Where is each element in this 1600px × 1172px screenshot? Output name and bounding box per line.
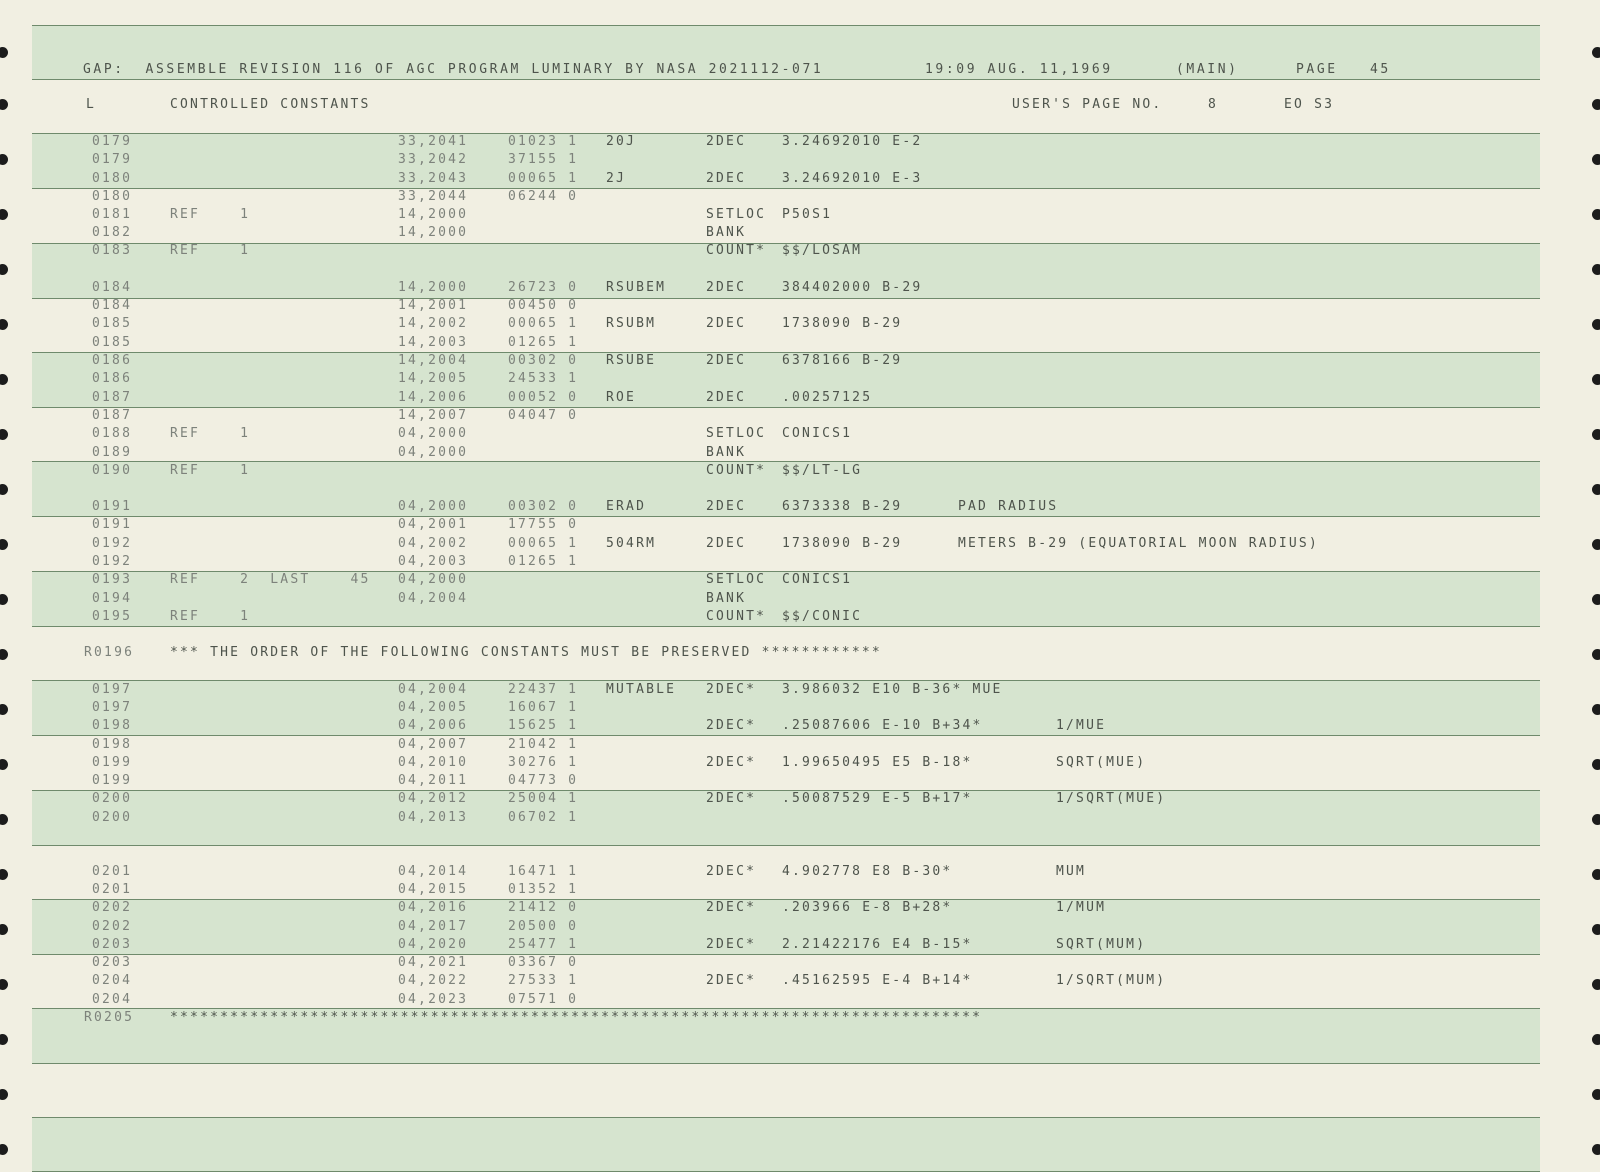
octal-word: 04773 0 <box>508 773 579 788</box>
line-number: 0185 <box>92 335 133 350</box>
line-number: 0195 <box>92 609 133 624</box>
octal-word: 00302 0 <box>508 353 579 368</box>
address: 04,2012 <box>398 791 469 806</box>
ref-marker: REF 1 <box>170 207 251 222</box>
line-number: 0187 <box>92 408 133 423</box>
users-page-number: 8 <box>1208 97 1219 112</box>
line-number: 0197 <box>92 682 133 697</box>
operand: 384402000 B-29 <box>782 280 923 295</box>
line-number: 0189 <box>92 445 133 460</box>
feed-hole-left <box>0 594 8 605</box>
symbol-label: ERAD <box>606 499 647 514</box>
octal-word: 16471 1 <box>508 864 579 879</box>
header-title: GAP: ASSEMBLE REVISION 116 OF AGC PROGRAM LUMINARY BY NASA 2021112-071 <box>83 62 824 77</box>
address: 04,2020 <box>398 937 469 952</box>
opcode: SETLOC <box>706 572 767 587</box>
feed-hole-right <box>1592 429 1600 440</box>
feed-hole-left <box>0 1089 8 1100</box>
operand: .45162595 E-4 B+14* <box>782 973 973 988</box>
line-number: 0184 <box>92 280 133 295</box>
octal-word: 20500 0 <box>508 919 579 934</box>
opcode: 2DEC* <box>706 682 757 697</box>
address: 14,2000 <box>398 225 469 240</box>
feed-hole-left <box>0 539 8 550</box>
line-number: 0180 <box>92 171 133 186</box>
line-number: 0180 <box>92 189 133 204</box>
green-bar-band <box>32 1117 1540 1172</box>
feed-hole-right <box>1592 924 1600 935</box>
opcode: 2DEC* <box>706 718 757 733</box>
symbol-label: RSUBE <box>606 353 657 368</box>
line-number: 0204 <box>92 973 133 988</box>
remark-number: R0205 <box>84 1010 135 1025</box>
feed-hole-left <box>0 759 8 770</box>
feed-hole-left <box>0 1144 8 1155</box>
feed-hole-left <box>0 484 8 495</box>
opcode: SETLOC <box>706 207 767 222</box>
address: 04,2000 <box>398 445 469 460</box>
operand: 3.24692010 E-2 <box>782 134 923 149</box>
line-number: 0186 <box>92 353 133 368</box>
subheader-title: CONTROLLED CONSTANTS <box>170 97 371 112</box>
feed-hole-left <box>0 47 8 58</box>
address: 04,2003 <box>398 554 469 569</box>
line-number: 0188 <box>92 426 133 441</box>
line-number: 0191 <box>92 499 133 514</box>
opcode: 2DEC <box>706 390 747 405</box>
octal-word: 01265 1 <box>508 335 579 350</box>
line-number: 0199 <box>92 755 133 770</box>
octal-word: 17755 0 <box>508 517 579 532</box>
octal-word: 27533 1 <box>508 973 579 988</box>
subheader-code: EO S3 <box>1284 97 1335 112</box>
line-number: 0199 <box>92 773 133 788</box>
octal-word: 06702 1 <box>508 810 579 825</box>
feed-hole-left <box>0 979 8 990</box>
feed-hole-right <box>1592 759 1600 770</box>
opcode: COUNT* <box>706 463 767 478</box>
feed-hole-right <box>1592 704 1600 715</box>
opcode: BANK <box>706 591 747 606</box>
feed-hole-right <box>1592 484 1600 495</box>
feed-hole-left <box>0 649 8 660</box>
feed-hole-right <box>1592 539 1600 550</box>
operand: $$/LOSAM <box>782 243 863 258</box>
address: 04,2004 <box>398 682 469 697</box>
feed-hole-left <box>0 814 8 825</box>
feed-hole-right <box>1592 649 1600 660</box>
address: 33,2044 <box>398 189 469 204</box>
operand: 3.24692010 E-3 <box>782 171 923 186</box>
line-number: 0181 <box>92 207 133 222</box>
line-number: 0183 <box>92 243 133 258</box>
octal-word: 07571 0 <box>508 992 579 1007</box>
feed-hole-left <box>0 209 8 220</box>
address: 14,2002 <box>398 316 469 331</box>
feed-hole-left <box>0 99 8 110</box>
comment: 1/MUM <box>1056 900 1107 915</box>
opcode: 2DEC* <box>706 900 757 915</box>
opcode: 2DEC <box>706 353 747 368</box>
opcode: 2DEC* <box>706 791 757 806</box>
feed-hole-right <box>1592 1034 1600 1045</box>
line-number: 0182 <box>92 225 133 240</box>
symbol-label: MUTABLE <box>606 682 677 697</box>
operand: CONICS1 <box>782 426 853 441</box>
opcode: 2DEC* <box>706 973 757 988</box>
header-section: (MAIN) <box>1176 62 1239 77</box>
address: 04,2005 <box>398 700 469 715</box>
symbol-label: RSUBM <box>606 316 657 331</box>
line-number: 0187 <box>92 390 133 405</box>
address: 04,2001 <box>398 517 469 532</box>
line-number: 0185 <box>92 316 133 331</box>
line-number: 0201 <box>92 882 133 897</box>
line-number: 0184 <box>92 298 133 313</box>
ref-marker: REF 1 <box>170 426 251 441</box>
remark-number: R0196 <box>84 645 135 660</box>
feed-hole-right <box>1592 1144 1600 1155</box>
address: 04,2000 <box>398 572 469 587</box>
octal-word: 01023 1 <box>508 134 579 149</box>
feed-hole-right <box>1592 47 1600 58</box>
address: 04,2011 <box>398 773 469 788</box>
comment: 1/SQRT(MUM) <box>1056 973 1167 988</box>
users-page-label: USER'S PAGE NO. <box>1012 97 1163 112</box>
ref-marker: REF 1 <box>170 243 251 258</box>
feed-hole-right <box>1592 319 1600 330</box>
opcode: 2DEC <box>706 280 747 295</box>
feed-hole-right <box>1592 814 1600 825</box>
line-number: 0194 <box>92 591 133 606</box>
opcode: 2DEC <box>706 499 747 514</box>
operand: 2.21422176 E4 B-15* <box>782 937 973 952</box>
address: 04,2000 <box>398 499 469 514</box>
octal-word: 00450 0 <box>508 298 579 313</box>
opcode: 2DEC <box>706 171 747 186</box>
ref-marker: REF 1 <box>170 463 251 478</box>
address: 04,2002 <box>398 536 469 551</box>
operand: $$/LT-LG <box>782 463 863 478</box>
line-number: 0202 <box>92 919 133 934</box>
opcode: 2DEC <box>706 536 747 551</box>
octal-word: 26723 0 <box>508 280 579 295</box>
address: 04,2023 <box>398 992 469 1007</box>
symbol-label: 2J <box>606 171 627 186</box>
line-number: 0190 <box>92 463 133 478</box>
header-page-number: 45 <box>1370 62 1391 77</box>
feed-hole-left <box>0 704 8 715</box>
address: 04,2013 <box>398 810 469 825</box>
line-number: 0200 <box>92 791 133 806</box>
octal-word: 04047 0 <box>508 408 579 423</box>
comment: METERS B-29 (EQUATORIAL MOON RADIUS) <box>958 536 1319 551</box>
feed-hole-left <box>0 319 8 330</box>
address: 04,2021 <box>398 955 469 970</box>
operand: .203966 E-8 B+28* <box>782 900 953 915</box>
opcode: 2DEC* <box>706 937 757 952</box>
octal-word: 25004 1 <box>508 791 579 806</box>
line-number: 0191 <box>92 517 133 532</box>
line-number: 0200 <box>92 810 133 825</box>
octal-word: 24533 1 <box>508 371 579 386</box>
operand: 6373338 B-29 <box>782 499 903 514</box>
feed-hole-left <box>0 1034 8 1045</box>
line-number: 0192 <box>92 536 133 551</box>
address: 04,2007 <box>398 737 469 752</box>
address: 33,2043 <box>398 171 469 186</box>
feed-hole-right <box>1592 99 1600 110</box>
opcode: SETLOC <box>706 426 767 441</box>
octal-word: 16067 1 <box>508 700 579 715</box>
line-number: 0192 <box>92 554 133 569</box>
operand: 1738090 B-29 <box>782 536 903 551</box>
address: 14,2007 <box>398 408 469 423</box>
line-number: 0186 <box>92 371 133 386</box>
remark-text: ********************************************************************************* <box>170 1010 983 1025</box>
line-number: 0203 <box>92 937 133 952</box>
operand: P50S1 <box>782 207 833 222</box>
octal-word: 00065 1 <box>508 536 579 551</box>
address: 04,2015 <box>398 882 469 897</box>
line-number: 0198 <box>92 737 133 752</box>
feed-hole-left <box>0 869 8 880</box>
octal-word: 21412 0 <box>508 900 579 915</box>
octal-word: 25477 1 <box>508 937 579 952</box>
symbol-label: 20J <box>606 134 637 149</box>
feed-hole-right <box>1592 374 1600 385</box>
octal-word: 37155 1 <box>508 152 579 167</box>
comment: SQRT(MUE) <box>1056 755 1147 770</box>
line-number: 0201 <box>92 864 133 879</box>
address: 04,2017 <box>398 919 469 934</box>
comment: 1/MUE <box>1056 718 1107 733</box>
operand: 6378166 B-29 <box>782 353 903 368</box>
operand: 4.902778 E8 B-30* <box>782 864 953 879</box>
line-number: 0203 <box>92 955 133 970</box>
remark-text: *** THE ORDER OF THE FOLLOWING CONSTANTS MUST BE PRESERVED ************ <box>170 645 882 660</box>
address: 14,2006 <box>398 390 469 405</box>
operand: .00257125 <box>782 390 873 405</box>
address: 14,2000 <box>398 280 469 295</box>
operand: 1738090 B-29 <box>782 316 903 331</box>
operand: 3.986032 E10 B-36* MUE <box>782 682 1003 697</box>
opcode: BANK <box>706 445 747 460</box>
ref-marker: REF 2 LAST 45 <box>170 572 371 587</box>
octal-word: 06244 0 <box>508 189 579 204</box>
octal-word: 22437 1 <box>508 682 579 697</box>
octal-word: 21042 1 <box>508 737 579 752</box>
address: 14,2000 <box>398 207 469 222</box>
address: 04,2000 <box>398 426 469 441</box>
address: 14,2004 <box>398 353 469 368</box>
operand: $$/CONIC <box>782 609 863 624</box>
octal-word: 15625 1 <box>508 718 579 733</box>
opcode: COUNT* <box>706 609 767 624</box>
ref-marker: REF 1 <box>170 609 251 624</box>
opcode: 2DEC <box>706 316 747 331</box>
line-number: 0198 <box>92 718 133 733</box>
symbol-label: 504RM <box>606 536 657 551</box>
operand: CONICS1 <box>782 572 853 587</box>
line-number: 0179 <box>92 152 133 167</box>
opcode: BANK <box>706 225 747 240</box>
octal-word: 00302 0 <box>508 499 579 514</box>
feed-hole-right <box>1592 869 1600 880</box>
opcode: COUNT* <box>706 243 767 258</box>
address: 04,2022 <box>398 973 469 988</box>
comment: PAD RADIUS <box>958 499 1059 514</box>
octal-word: 00052 0 <box>508 390 579 405</box>
address: 04,2014 <box>398 864 469 879</box>
opcode: 2DEC* <box>706 864 757 879</box>
header-timestamp: 19:09 AUG. 11,1969 <box>925 62 1113 77</box>
octal-word: 00065 1 <box>508 171 579 186</box>
comment: MUM <box>1056 864 1087 879</box>
octal-word: 01352 1 <box>508 882 579 897</box>
address: 04,2010 <box>398 755 469 770</box>
line-number: 0197 <box>92 700 133 715</box>
operand: .50087529 E-5 B+17* <box>782 791 973 806</box>
feed-hole-left <box>0 154 8 165</box>
feed-hole-right <box>1592 979 1600 990</box>
address: 14,2003 <box>398 335 469 350</box>
feed-hole-left <box>0 429 8 440</box>
opcode: 2DEC <box>706 134 747 149</box>
octal-word: 00065 1 <box>508 316 579 331</box>
address: 14,2001 <box>398 298 469 313</box>
address: 04,2016 <box>398 900 469 915</box>
octal-word: 01265 1 <box>508 554 579 569</box>
comment: SQRT(MUM) <box>1056 937 1147 952</box>
comment: 1/SQRT(MUE) <box>1056 791 1167 806</box>
address: 04,2006 <box>398 718 469 733</box>
feed-hole-left <box>0 924 8 935</box>
operand: .25087606 E-10 B+34* <box>782 718 983 733</box>
address: 33,2042 <box>398 152 469 167</box>
line-number: 0179 <box>92 134 133 149</box>
feed-hole-right <box>1592 154 1600 165</box>
feed-hole-right <box>1592 264 1600 275</box>
line-number: 0202 <box>92 900 133 915</box>
feed-hole-right <box>1592 594 1600 605</box>
subheader-marker: L <box>86 97 97 112</box>
symbol-label: ROE <box>606 390 637 405</box>
feed-hole-left <box>0 374 8 385</box>
feed-hole-right <box>1592 209 1600 220</box>
address: 14,2005 <box>398 371 469 386</box>
line-number: 0204 <box>92 992 133 1007</box>
address: 33,2041 <box>398 134 469 149</box>
octal-word: 03367 0 <box>508 955 579 970</box>
opcode: 2DEC* <box>706 755 757 770</box>
address: 04,2004 <box>398 591 469 606</box>
octal-word: 30276 1 <box>508 755 579 770</box>
operand: 1.99650495 E5 B-18* <box>782 755 973 770</box>
line-number: 0193 <box>92 572 133 587</box>
symbol-label: RSUBEM <box>606 280 667 295</box>
feed-hole-right <box>1592 1089 1600 1100</box>
header-page-label: PAGE <box>1296 62 1338 77</box>
feed-hole-left <box>0 264 8 275</box>
